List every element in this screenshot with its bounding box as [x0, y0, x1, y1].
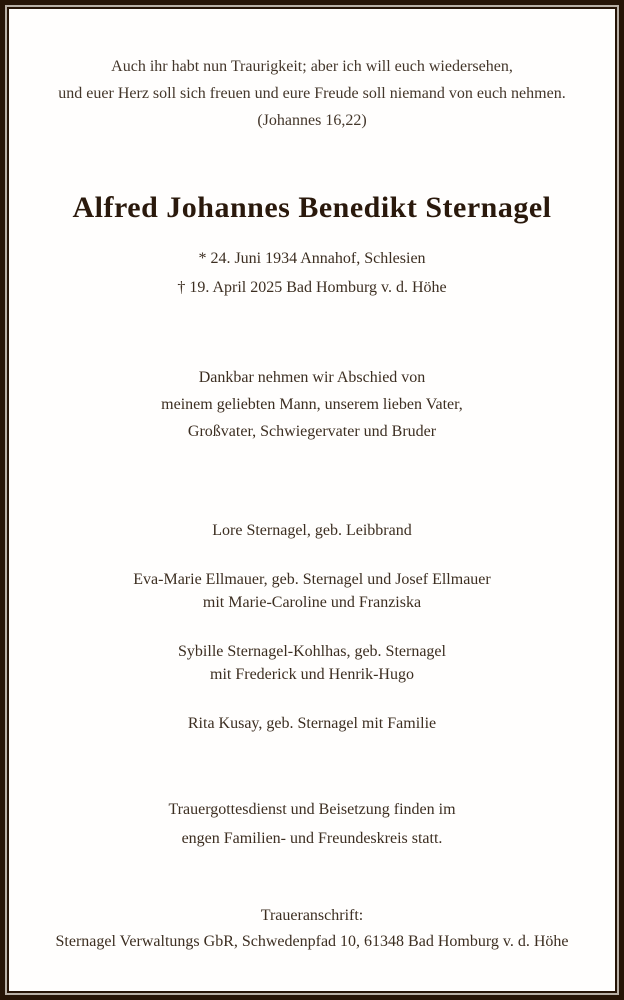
mourner-entry — [9, 568, 615, 614]
mourner-entry — [9, 640, 615, 686]
farewell-line: Großvater, Schwiegervater und Bruder — [187, 423, 437, 440]
farewell-paragraph — [9, 364, 615, 445]
mourner-line: Rita Kusay, geb. Sternagel mit Familie — [187, 715, 437, 732]
mourner-entry — [9, 519, 615, 542]
mourner-line: mit Marie-Caroline und Franziska — [202, 594, 422, 611]
mourner-entry — [9, 712, 615, 735]
mourning-address — [9, 903, 615, 955]
service-note-line: engen Familien- und Freundeskreis statt. — [181, 830, 443, 847]
service-note-line: Trauergottesdienst und Beisetzung finden im — [168, 801, 456, 818]
farewell-line: Dankbar nehmen wir Abschied von — [198, 369, 426, 386]
death-date: † 19. April 2025 Bad Homburg v. d. Höhe — [177, 279, 447, 296]
mourner-line: Sybille Sternagel-Kohlhas, geb. Sternagel — [178, 643, 446, 660]
bible-verse — [9, 53, 615, 134]
verse-line: und euer Herz soll sich freuen und eure Freude soll niemand von euch nehmen. — [58, 85, 566, 102]
mourner-line: Lore Sternagel, geb. Leibbrand — [212, 522, 412, 539]
mourner-line: mit Frederick und Henrik-Hugo — [210, 666, 414, 683]
birth-date: * 24. Juni 1934 Annahof, Schlesien — [198, 250, 426, 267]
verse-line: Auch ihr habt nun Traurigkeit; aber ich will euch wiedersehen, — [111, 58, 513, 75]
mourning-address-value: Sternagel Verwaltungs GbR, Schwedenpfad 10, 61348 Bad Homburg v. d. Höhe — [55, 933, 569, 950]
obituary-card — [7, 7, 617, 993]
life-dates — [9, 244, 615, 302]
farewell-line: meinem geliebten Mann, unserem lieben Vater, — [161, 396, 463, 413]
mourning-address-label: Traueranschrift: — [260, 907, 364, 924]
mourners-list — [9, 519, 615, 735]
deceased-name: Alfred Johannes Benedikt Sternagel — [72, 191, 552, 224]
mourner-line: Eva-Marie Ellmauer, geb. Sternagel und Josef Ellmauer — [133, 571, 491, 588]
obituary-frame-light-line — [5, 5, 619, 995]
verse-reference: (Johannes 16,22) — [257, 112, 367, 129]
service-note — [9, 795, 615, 853]
